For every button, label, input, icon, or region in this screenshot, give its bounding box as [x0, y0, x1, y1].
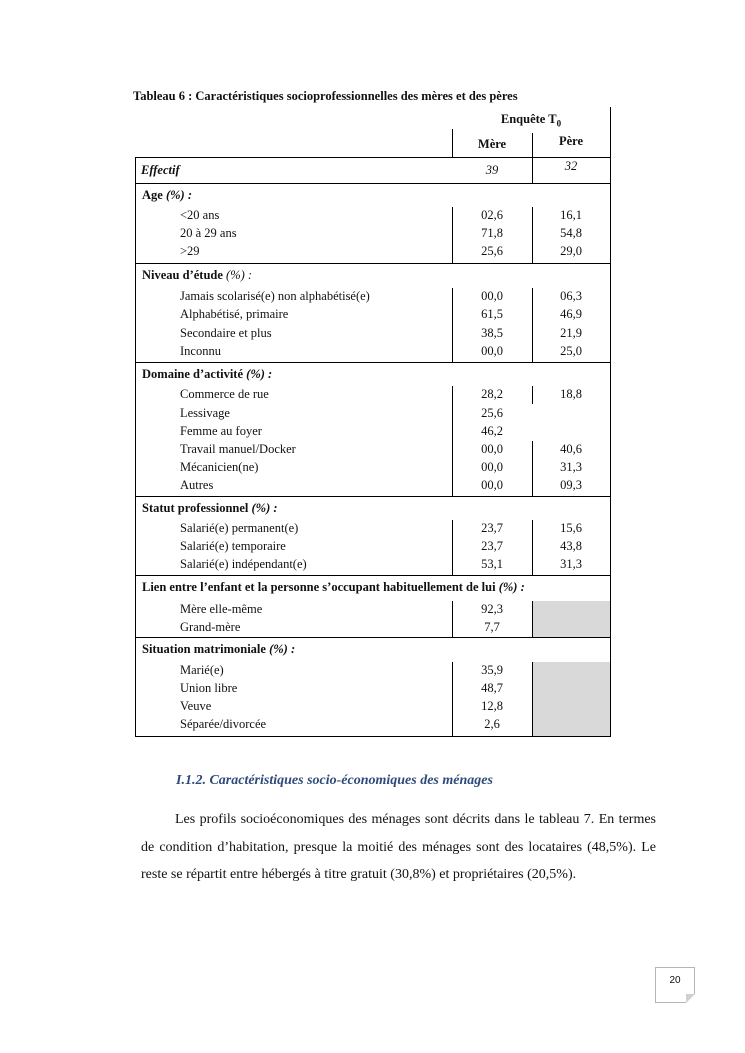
table-rule — [532, 601, 533, 637]
value-pere: 29,0 — [560, 244, 582, 258]
table-rule — [135, 157, 136, 737]
row-label: Mère elle-même — [180, 602, 263, 616]
row-label: Marié(e) — [180, 663, 224, 677]
row-label: Commerce de rue — [180, 387, 269, 401]
value-mere: 2,6 — [484, 717, 500, 731]
table-rule — [135, 736, 611, 737]
paragraph-text: Les profils socioéconomiques des ménages sont décrits dans le tableau 7. En termes de condition d’habitation, presque la moitié des ménages sont des locataires (48,5%). Le reste se répartit entre hébergés à titre gratuit (30,8%) et propriétaires (20,5%). — [141, 812, 656, 882]
value-mere: 23,7 — [481, 521, 503, 535]
value-mere: 92,3 — [481, 602, 503, 616]
row-label: Veuve — [180, 699, 212, 713]
value-mere: 23,7 — [481, 539, 503, 553]
value-pere: 09,3 — [560, 478, 582, 492]
row-label: Lessivage — [180, 406, 230, 420]
row-label: Travail manuel/Docker — [180, 442, 296, 456]
column-header-mere: Mère — [477, 137, 507, 151]
row-label: Salarié(e) indépendant(e) — [180, 557, 307, 571]
section-title: Domaine d’activité (%) : — [142, 367, 273, 381]
row-label: Séparée/divorcée — [180, 717, 267, 731]
table-rule — [135, 637, 611, 638]
value-mere: 48,7 — [481, 681, 503, 695]
value-mere: 25,6 — [481, 406, 503, 420]
value-mere: 00,0 — [481, 344, 503, 358]
row-label: <20 ans — [180, 208, 220, 222]
effectif-pere: 32 — [564, 159, 578, 173]
value-pere: 06,3 — [560, 289, 582, 303]
row-label: Union libre — [180, 681, 238, 695]
shaded-cell — [532, 601, 610, 637]
table-rule — [532, 662, 533, 736]
value-mere: 53,1 — [481, 557, 503, 571]
value-pere: 31,3 — [560, 557, 582, 571]
section-title: Statut professionnel (%) : — [142, 501, 278, 515]
page-number: 20 — [655, 967, 695, 1003]
value-pere: 54,8 — [560, 226, 582, 240]
section-title: Lien entre l’enfant et la personne s’occupant habituellement de lui (%) : — [142, 580, 525, 594]
value-mere: 25,6 — [481, 244, 503, 258]
row-label: Secondaire et plus — [180, 326, 272, 340]
value-pere: 46,9 — [560, 307, 582, 321]
shaded-cell — [532, 662, 610, 736]
table-rule — [135, 496, 611, 497]
survey-header: Enquête $T_0$ — [500, 112, 562, 129]
value-mere: 46,2 — [481, 424, 503, 438]
value-mere: 7,7 — [484, 620, 500, 634]
value-pere: 16,1 — [560, 208, 582, 222]
value-mere: 00,0 — [481, 460, 503, 474]
value-pere: 31,3 — [560, 460, 582, 474]
table-rule — [135, 362, 611, 363]
row-label: Autres — [180, 478, 214, 492]
row-label: Grand-mère — [180, 620, 241, 634]
body-paragraph — [141, 806, 656, 889]
row-label: Jamais scolarisé(e) non alphabétisé(e) — [180, 289, 370, 303]
table-rule — [135, 575, 611, 576]
value-mere: 02,6 — [481, 208, 503, 222]
row-label: Alphabétisé, primaire — [180, 307, 289, 321]
value-mere: 71,8 — [481, 226, 503, 240]
value-mere: 00,0 — [481, 478, 503, 492]
row-label: Salarié(e) temporaire — [180, 539, 286, 553]
row-label: Mécanicien(ne) — [180, 460, 259, 474]
value-pere: 21,9 — [560, 326, 582, 340]
table-rule — [135, 183, 611, 184]
value-mere: 38,5 — [481, 326, 503, 340]
section-heading: I.1.2. Caractéristiques socio-économiques des ménages — [176, 773, 493, 788]
value-mere: 00,0 — [481, 442, 503, 456]
value-pere: 18,8 — [560, 387, 582, 401]
table-caption: Tableau 6 : Caractéristiques socioprofessionnelles des mères et des pères — [133, 89, 518, 103]
effectif-mere: 39 — [485, 163, 499, 177]
value-pere: 40,6 — [560, 442, 582, 456]
value-mere: 00,0 — [481, 289, 503, 303]
row-label: 20 à 29 ans — [180, 226, 237, 240]
effectif-label: Effectif — [141, 163, 180, 177]
row-label: Inconnu — [180, 344, 221, 358]
value-pere: 43,8 — [560, 539, 582, 553]
table-rule — [135, 263, 611, 264]
row-label: Salarié(e) permanent(e) — [180, 521, 299, 535]
table-rule — [610, 107, 611, 737]
value-mere: 61,5 — [481, 307, 503, 321]
section-title: Niveau d’étude (%) : — [142, 268, 253, 282]
value-pere: 25,0 — [560, 344, 582, 358]
value-pere: 15,6 — [560, 521, 582, 535]
section-title: Situation matrimoniale (%) : — [142, 642, 296, 656]
value-mere: 28,2 — [481, 387, 503, 401]
value-mere: 12,8 — [481, 699, 503, 713]
section-title: Age (%) : — [142, 188, 192, 202]
row-label: Femme au foyer — [180, 424, 262, 438]
column-header-pere: Père — [558, 134, 584, 148]
row-label: >29 — [180, 244, 200, 258]
value-mere: 35,9 — [481, 663, 503, 677]
